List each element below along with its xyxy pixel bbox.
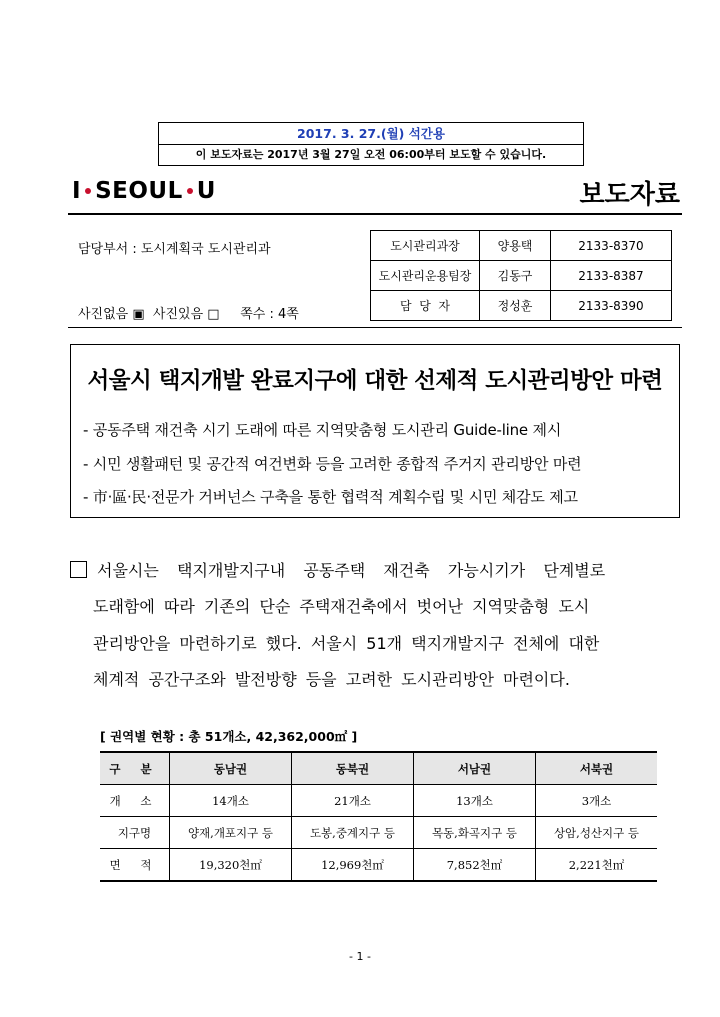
table-header-cell: 서남권	[414, 752, 536, 785]
doc-type-title: 보도자료	[579, 180, 680, 210]
headline-box	[70, 344, 680, 518]
table-header-cell: 서북권	[536, 752, 658, 785]
logo-dot-icon	[187, 188, 193, 194]
contact-phone: 2133-8370	[551, 231, 672, 261]
headline-sub: - 공동주택 재건축 시기 도래에 따른 지역맞춤형 도시관리 Guide-line 제시	[83, 421, 562, 439]
seoul-logo	[72, 178, 216, 204]
table-cell: 목동,화곡지구 등	[414, 817, 536, 849]
contact-row	[371, 291, 672, 321]
embargo-notice: 이 보도자료는 2017년 3월 27일 오전 06:00부터 보도할 수 있습니다.	[195, 148, 547, 161]
table-row	[100, 785, 657, 817]
table-cell: 면 적	[100, 849, 170, 882]
page-number: - 1 -	[349, 950, 371, 963]
embargo-box	[158, 122, 584, 166]
table-cell: 개 소	[100, 785, 170, 817]
table-header-cell: 구 분	[100, 752, 170, 785]
headline-sub: - 시민 생활패턴 및 공간적 여건변화 등을 고려한 종합적 주거지 관리방안 마련	[83, 455, 582, 473]
table-row	[100, 849, 657, 882]
table-header-cell: 동남권	[170, 752, 292, 785]
contact-name: 양용택	[480, 231, 551, 261]
logo-i: I	[72, 178, 82, 204]
table-header-row	[100, 752, 657, 785]
table-cell: 2,221천㎡	[536, 849, 658, 882]
contact-table	[370, 230, 672, 321]
contact-role: 도시관리과장	[371, 231, 480, 261]
contact-role: 도시관리운용팀장	[371, 261, 480, 291]
table-cell: 19,320천㎡	[170, 849, 292, 882]
embargo-date: 2017. 3. 27.(월) 석간용	[159, 123, 583, 145]
contact-name: 정성훈	[480, 291, 551, 321]
contact-role: 담 당 자	[371, 291, 480, 321]
table-cell: 상암,성산지구 등	[536, 817, 658, 849]
contact-phone: 2133-8387	[551, 261, 672, 291]
logo-u: U	[196, 178, 216, 204]
headline-sub: - 市·區·民·전문가 거버넌스 구축을 통한 협력적 계획수립 및 시민 체감도 제고	[83, 488, 578, 506]
table-cell: 도봉,중계지구 등	[292, 817, 414, 849]
logo-seoul: SEOUL	[95, 178, 183, 204]
headline-title: 서울시 택지개발 완료지구에 대한 선제적 도시관리방안 마련	[87, 368, 663, 394]
contact-name: 김동구	[480, 261, 551, 291]
photo-page-line: 사진없음 ▣ 사진있음 □ 쪽수 : 4쪽	[78, 307, 299, 322]
body-line: 서울시는 택지개발지구내 공동주택 재건축 가능시기가 단계별로	[70, 558, 605, 581]
contact-row	[371, 231, 672, 261]
bullet-square-icon	[70, 561, 87, 578]
contact-divider	[68, 327, 682, 328]
department-line: 담당부서 : 도시계획국 도시관리과	[78, 242, 271, 257]
body-line: 도래함에 따라 기존의 단순 주택재건축에서 벗어난 지역맞춤형 도시	[93, 597, 590, 616]
table-cell: 7,852천㎡	[414, 849, 536, 882]
body-line: 체계적 공간구조와 발전방향 등을 고려한 도시관리방안 마련이다.	[93, 670, 570, 689]
body-line: 관리방안을 마련하기로 했다. 서울시 51개 택지개발지구 전체에 대한	[93, 634, 600, 653]
table-row	[100, 817, 657, 849]
logo-dot-icon	[85, 188, 91, 194]
table-header-cell: 동북권	[292, 752, 414, 785]
stats-title: [ 권역별 현황 : 총 51개소, 42,362,000㎡ ]	[100, 729, 358, 744]
contact-phone: 2133-8390	[551, 291, 672, 321]
table-cell: 3개소	[536, 785, 658, 817]
header-divider	[68, 213, 682, 215]
table-cell: 지구명	[100, 817, 170, 849]
contact-row	[371, 261, 672, 291]
table-cell: 14개소	[170, 785, 292, 817]
table-cell: 양재,개포지구 등	[170, 817, 292, 849]
regional-stats-table	[100, 751, 657, 882]
table-cell: 13개소	[414, 785, 536, 817]
table-cell: 12,969천㎡	[292, 849, 414, 882]
table-cell: 21개소	[292, 785, 414, 817]
